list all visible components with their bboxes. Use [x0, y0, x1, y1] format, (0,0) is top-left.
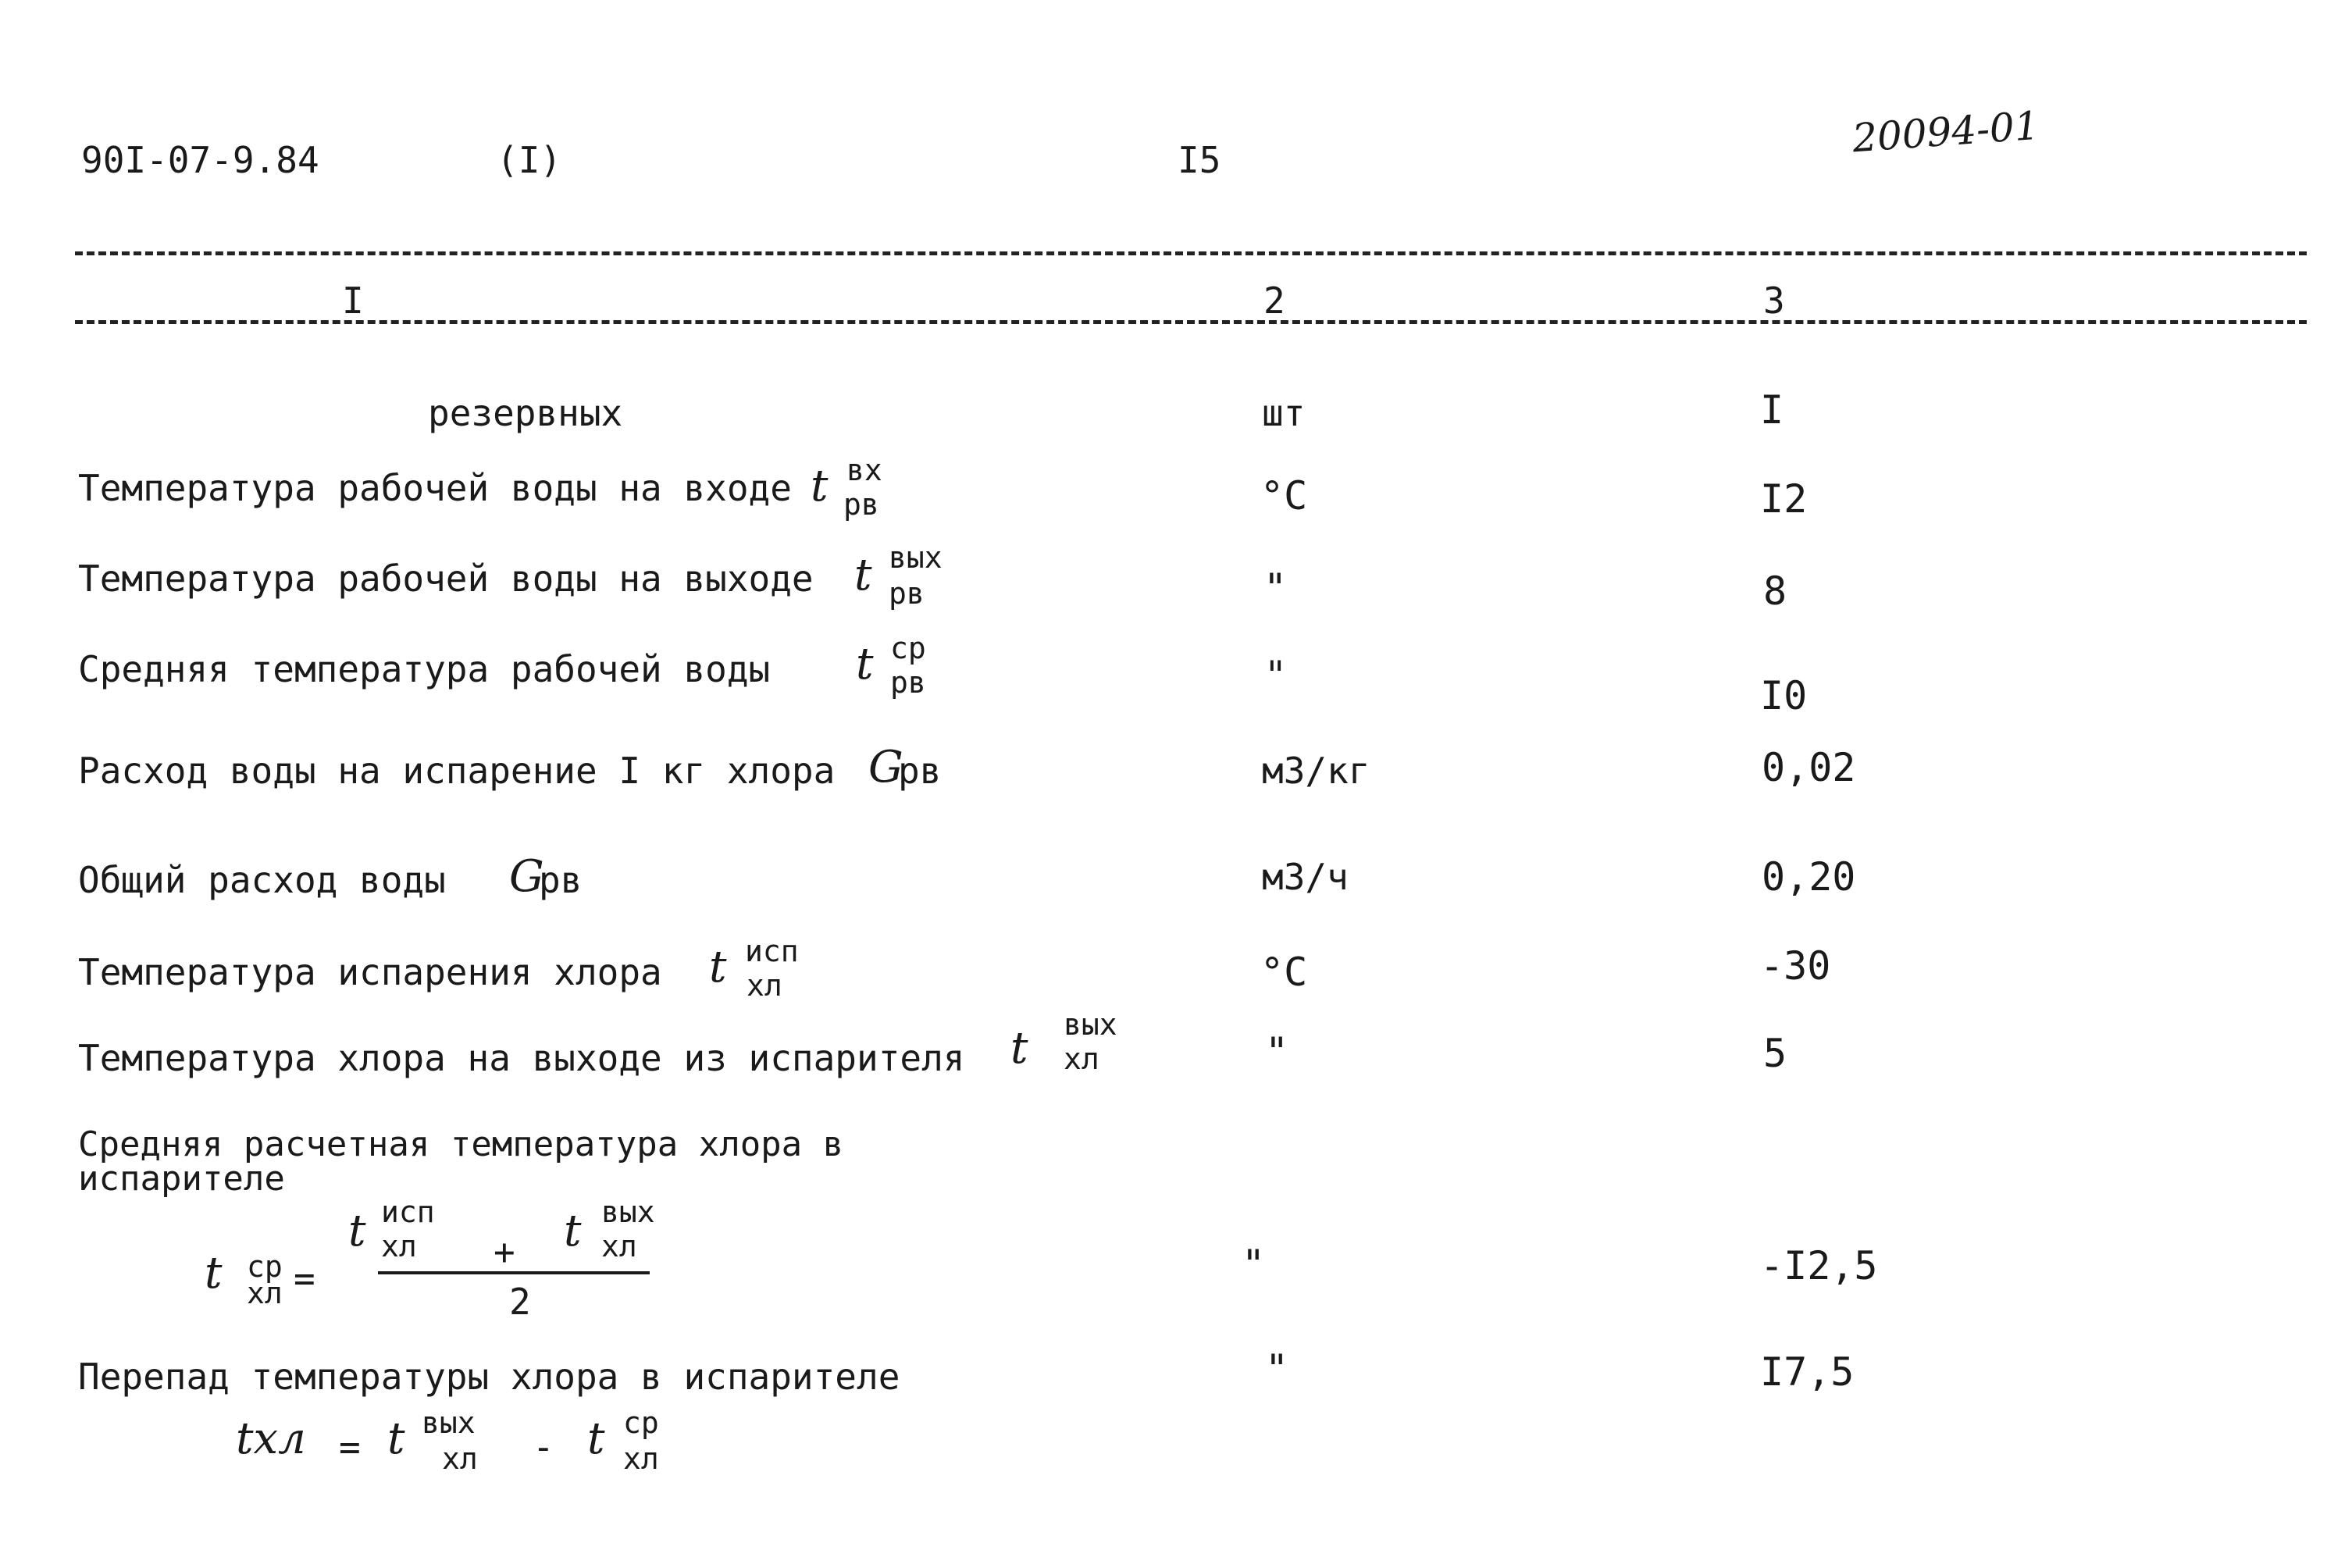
formula2-sup1: вых: [422, 1406, 476, 1440]
row-label: Температура рабочей воды на выходе: [78, 558, 814, 600]
numerator-t2: t: [564, 1206, 582, 1256]
symbol-G: G: [868, 742, 903, 793]
row-label: Перепад температуры хлора в испарителе: [78, 1356, 900, 1398]
row-unit: м3/ч: [1262, 856, 1349, 898]
row-value: I: [1760, 387, 1784, 433]
subscript: рв: [843, 487, 879, 522]
row-value: I0: [1760, 673, 1808, 718]
formula2-t2: t: [587, 1413, 605, 1464]
numerator-plus: +: [494, 1231, 515, 1273]
superscript: вых: [1064, 1007, 1117, 1042]
numerator-t1: t: [348, 1206, 366, 1256]
handwritten-number: 20094-01: [1851, 102, 2041, 162]
row-unit: ": [1267, 653, 1285, 698]
formula-superscript: ср: [247, 1249, 283, 1284]
row-label-line1: Средняя расчетная температура хлора в: [78, 1124, 844, 1164]
part-number: (I): [497, 139, 562, 181]
symbol-t: t: [709, 942, 727, 992]
row-value: -30: [1760, 943, 1831, 989]
numerator-sup1: исп: [381, 1195, 435, 1229]
subscript: рв: [890, 665, 926, 700]
row-value: I7,5: [1760, 1349, 1855, 1395]
row-unit: ": [1263, 565, 1288, 611]
row-unit: шт: [1262, 392, 1306, 434]
formula2-sup2: ср: [623, 1406, 659, 1440]
formula2-t1: t: [387, 1413, 405, 1464]
document-code: 90I-07-9.84: [81, 139, 319, 181]
formula2-t: tхл: [236, 1413, 306, 1464]
column-header-3: 3: [1763, 280, 1785, 322]
numerator-sub1: хл: [381, 1229, 417, 1263]
row-value: 0,02: [1762, 745, 1856, 790]
row-unit: ": [1265, 1029, 1289, 1074]
row-label-line2: испарителе: [78, 1159, 285, 1199]
row-label: Общий расход воды: [78, 859, 446, 901]
header-rule-bottom: [75, 320, 2307, 324]
row-label: Расход воды на испарение I кг хлора: [78, 750, 836, 792]
formula2-sub2: хл: [623, 1441, 659, 1476]
row-value: 5: [1763, 1031, 1787, 1076]
row-value: I2: [1760, 476, 1808, 522]
symbol-t: t: [1010, 1023, 1028, 1074]
symbol-t: t: [854, 550, 872, 600]
row-label: Температура рабочей воды на входе: [78, 467, 792, 509]
row-unit: м3/кг: [1262, 750, 1370, 792]
row-label: резервных: [428, 392, 623, 434]
row-value: 0,20: [1762, 854, 1856, 900]
superscript: ср: [890, 631, 926, 665]
formula2-minus: -: [533, 1426, 554, 1468]
column-header-1: I: [342, 280, 364, 322]
symbol-t: t: [856, 639, 874, 690]
symbol-G: G: [509, 851, 544, 902]
row-value: 8: [1763, 568, 1787, 614]
row-label: Средняя температура рабочей воды: [78, 648, 771, 690]
symbol-subscript: рв: [898, 750, 942, 792]
row-unit: °C: [1260, 473, 1308, 519]
denominator: 2: [509, 1281, 531, 1323]
superscript: исп: [745, 934, 799, 968]
formula-t: t: [205, 1248, 223, 1299]
formula-subscript: хл: [247, 1276, 283, 1310]
superscript: вх: [846, 453, 882, 487]
numerator-sup2: вых: [601, 1195, 655, 1229]
row-label: Температура испарения хлора: [78, 951, 662, 993]
symbol-t: t: [811, 461, 829, 511]
subscript: рв: [889, 576, 925, 611]
formula2-sub1: хл: [442, 1441, 478, 1476]
row-unit: ": [1242, 1242, 1266, 1287]
superscript: вых: [889, 540, 943, 575]
row-unit: ": [1265, 1346, 1289, 1392]
subscript: хл: [1064, 1042, 1099, 1076]
row-value: -I2,5: [1760, 1243, 1878, 1288]
fraction-bar: [378, 1271, 650, 1274]
row-unit: °C: [1260, 950, 1308, 995]
column-header-2: 2: [1263, 280, 1285, 322]
numerator-sub2: хл: [601, 1229, 637, 1263]
symbol-subscript: рв: [539, 859, 583, 901]
header-rule-top: [75, 251, 2307, 255]
subscript: хл: [747, 968, 782, 1003]
row-label: Температура хлора на выходе из испарителя: [78, 1037, 965, 1079]
formula-equals: =: [294, 1257, 315, 1299]
formula2-equals: =: [339, 1426, 361, 1468]
page-number: I5: [1178, 139, 1221, 181]
